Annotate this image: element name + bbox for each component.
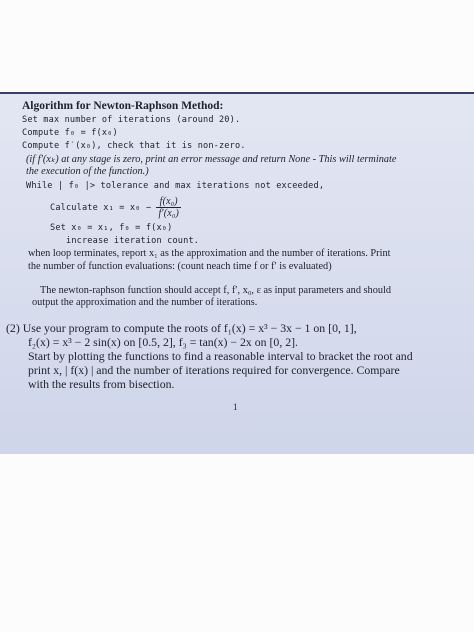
step-compute-derivative: Compute f′(x₀), check that it is non-zero. (22, 141, 246, 151)
zero-derivative-note-line1: (if f′(xₖ) at any stage is zero, print an error message and return None - This will terminate (26, 154, 397, 165)
question-line4: print x, | f(x) | and the number of iterations required for convergence. Compare (28, 363, 400, 377)
calculate-step (50, 196, 181, 219)
increase-step: increase iteration count. (66, 236, 200, 246)
question-line3: Start by plotting the functions to find a reasonable interval to bracket the root and (28, 349, 413, 363)
function-note-line1: The newton-raphson function should accept f, f′, x₀, ε as input parameters and should (40, 285, 392, 296)
calculate-label: Calculate x₁ = x₀ − (50, 203, 152, 213)
set-step: Set x₀ = x₁, f₀ = f(x₀) (50, 223, 173, 233)
while-loop-condition: While | f₀ |> tolerance and max iterations not exceeded, (26, 181, 325, 191)
question-line5: with the results from bisection. (28, 377, 175, 391)
algorithm-title: Algorithm for Newton-Raphson Method: (22, 100, 224, 112)
step-max-iterations: Set max number of iterations (around 20). (22, 115, 241, 125)
question-line1: (2) Use your program to compute the roots of f₁(x) = x³ − 3x − 1 on [0, 1], (6, 321, 357, 335)
newton-fraction (156, 196, 180, 219)
question-line2: f₂(x) = x³ − 2 sin(x) on [0.5, 2], f₃ = tan(x) − 2x on [0, 2]. (28, 335, 299, 349)
document-page (0, 92, 474, 454)
fraction-denominator: f′(x₀) (158, 208, 179, 219)
termination-line2: the number of function evaluations: (count neach time f or f′ is evaluated) (28, 261, 332, 272)
page-number: 1 (233, 402, 238, 412)
step-compute-f0: Compute f₀ = f(x₀) (22, 128, 118, 138)
fraction-numerator: f(x₀) (156, 196, 180, 208)
function-note-line2: output the approximation and the number of iterations. (32, 297, 258, 308)
termination-line1: when loop terminates, report x₁ as the approximation and the number of iterations. Print (28, 248, 391, 259)
zero-derivative-note-line2: the execution of the function.) (26, 166, 149, 177)
